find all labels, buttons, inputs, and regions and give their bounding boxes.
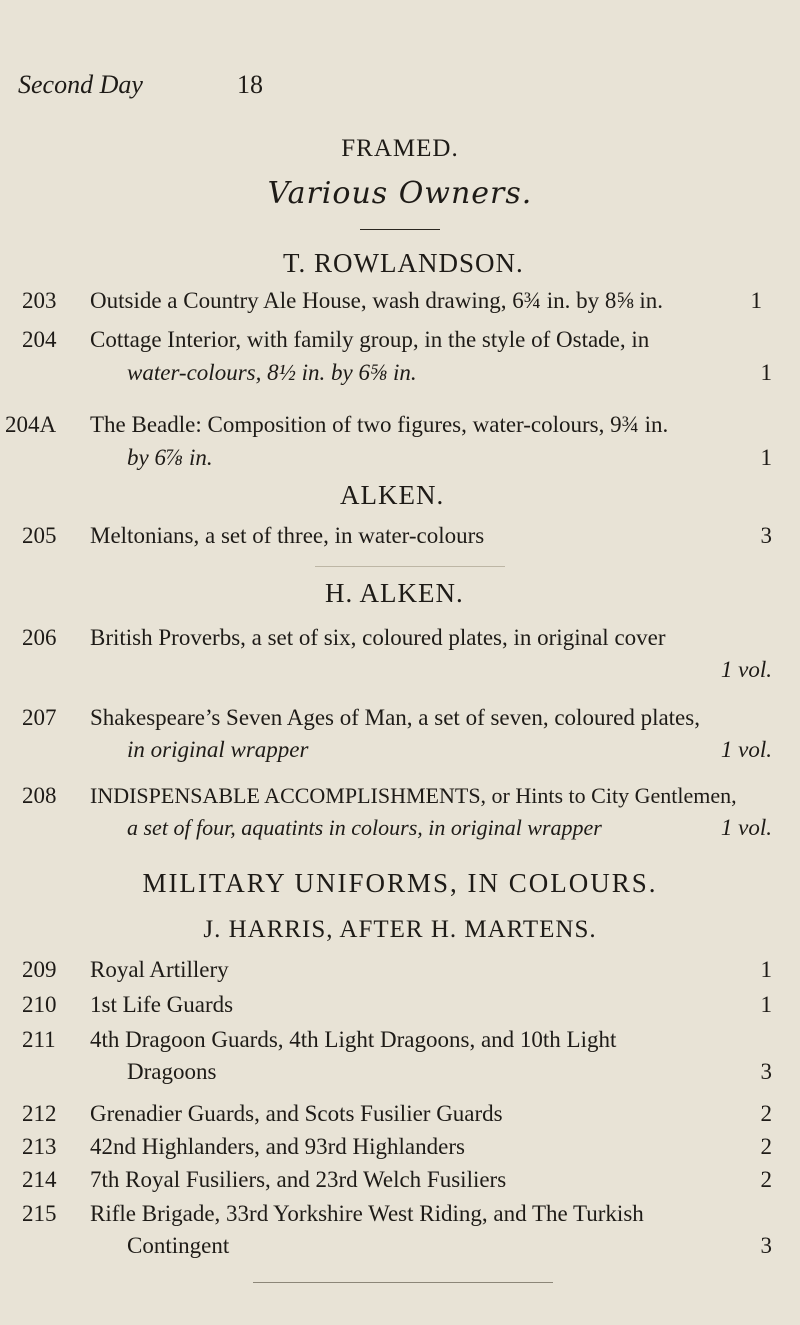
lot-number: 205 [22, 523, 57, 548]
category-heading: MILITARY UNIFORMS, IN COLOURS. [142, 868, 658, 898]
lot-quantity: 2 [760, 1167, 772, 1192]
lot-description: INDISPENSABLE ACCOMPLISHMENTS, or Hints to City Gentlemen, [90, 783, 737, 808]
lot-description: Meltonians, a set of three, in water-colours [90, 523, 485, 548]
lot-number: 210 [22, 992, 57, 1017]
owners-subheading: Various Owners. [267, 176, 533, 211]
lot-description-cont: water-colours, 8½ in. by 6⅝ in. [127, 360, 417, 385]
lot-number: 212 [22, 1101, 57, 1126]
page-number: 18 [237, 70, 263, 99]
lot-number: 204 [22, 327, 57, 352]
lot-quantity: 2 [760, 1134, 772, 1159]
lot-quantity: 1 vol. [720, 737, 772, 762]
lot-description: 1st Life Guards [90, 992, 234, 1017]
lot-description-cont: by 6⅞ in. [127, 445, 213, 470]
day-label: Second Day [18, 70, 143, 99]
lot-quantity: 1 [760, 992, 772, 1017]
artist-heading: ALKEN. [340, 480, 445, 510]
lot-description: Rifle Brigade, 33rd Yorkshire West Riding, and The Turkish [90, 1201, 644, 1226]
section-heading: FRAMED. [341, 135, 459, 162]
lot-quantity: 1 [760, 360, 772, 385]
lot-description-cont: in original wrapper [127, 737, 309, 762]
artist-heading: H. ALKEN. [325, 578, 464, 608]
divider [253, 1282, 553, 1283]
lot-description: Outside a Country Ale House, wash drawing, 6¾ in. by 8⅝ in. [90, 288, 664, 313]
lot-number: 215 [22, 1201, 57, 1226]
lot-description-cont: Dragoons [127, 1059, 217, 1084]
lot-description: 7th Royal Fusiliers, and 23rd Welch Fusiliers [90, 1167, 507, 1192]
divider [360, 229, 440, 230]
lot-quantity: 1 vol. [720, 815, 772, 840]
category-subheading: J. HARRIS, AFTER H. MARTENS. [203, 916, 597, 943]
lot-description: 4th Dragoon Guards, 4th Light Dragoons, and 10th Light [90, 1027, 617, 1052]
lot-description-cont: Contingent [127, 1233, 230, 1258]
lot-description-cont: a set of four, aquatints in colours, in original wrapper [127, 815, 602, 840]
lot-description: 42nd Highlanders, and 93rd Highlanders [90, 1134, 465, 1159]
lot-number: 211 [22, 1027, 56, 1052]
lot-number: 214 [22, 1167, 57, 1192]
lot-number: 204A [5, 412, 57, 437]
lot-quantity: 1 [750, 288, 762, 313]
artist-heading: T. ROWLANDSON. [283, 248, 524, 278]
divider [315, 566, 505, 567]
lot-description: Grenadier Guards, and Scots Fusilier Guards [90, 1101, 503, 1126]
lot-quantity: 3 [760, 523, 772, 548]
lot-number: 208 [22, 783, 57, 808]
lot-number: 206 [22, 625, 57, 650]
lot-number: 207 [22, 705, 57, 730]
lot-number: 209 [22, 957, 57, 982]
lot-description: Shakespeare’s Seven Ages of Man, a set of seven, coloured plates, [90, 705, 700, 730]
lot-quantity: 1 [760, 957, 772, 982]
lot-description: British Proverbs, a set of six, coloured plates, in original cover [90, 625, 666, 650]
lot-quantity: 1 [760, 445, 772, 470]
lot-description: Cottage Interior, with family group, in the style of Ostade, in [90, 327, 650, 352]
lot-quantity: 2 [760, 1101, 772, 1126]
running-header [0, 70, 800, 110]
lot-quantity: 3 [760, 1233, 772, 1258]
lot-description: The Beadle: Composition of two figures, water-colours, 9¾ in. [90, 412, 669, 437]
lot-number: 213 [22, 1134, 57, 1159]
lot-quantity: 3 [760, 1059, 772, 1084]
lot-quantity: 1 vol. [720, 657, 772, 682]
lot-number: 203 [22, 288, 57, 313]
lot-description: Royal Artillery [90, 957, 229, 982]
